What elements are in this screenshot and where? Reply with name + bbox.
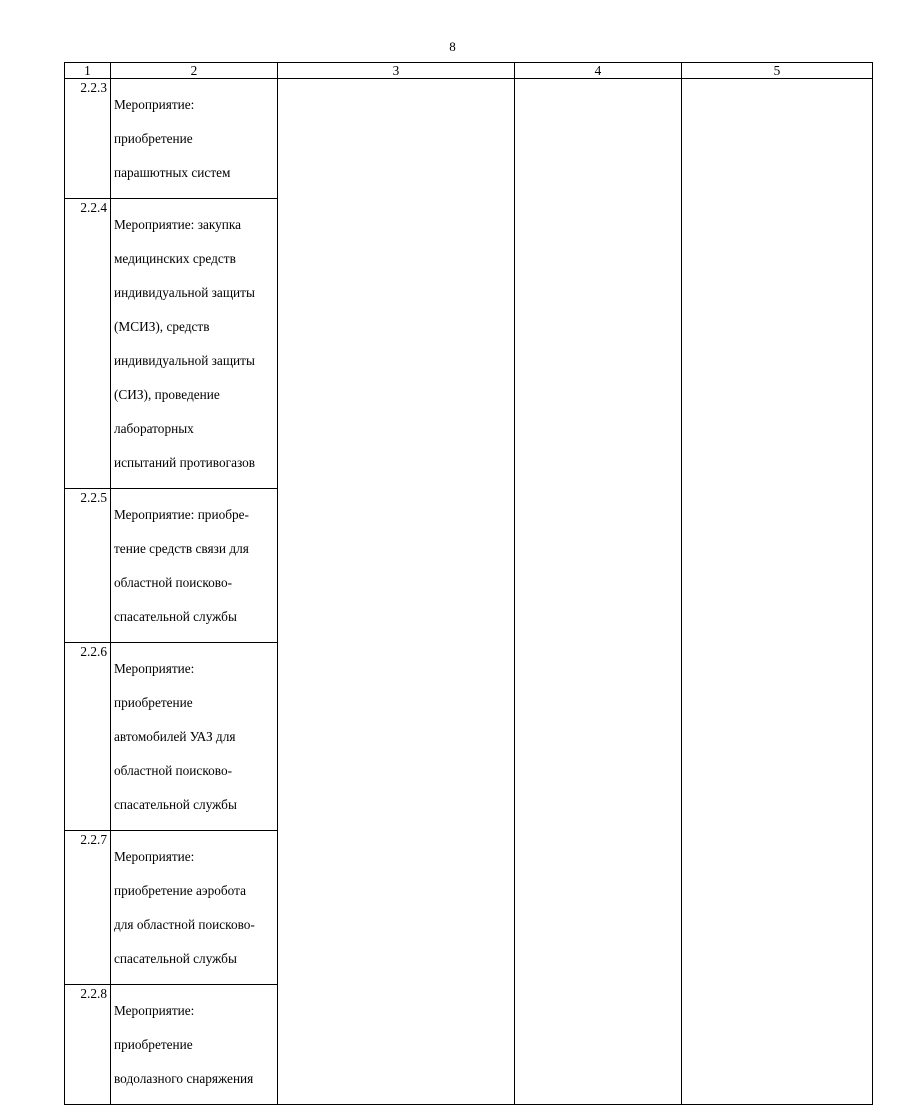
page-number: 8 xyxy=(449,39,456,54)
description-line: Мероприятие: xyxy=(114,1003,195,1018)
row-description xyxy=(111,199,278,489)
row-description xyxy=(111,831,278,985)
header-col-3: 3 xyxy=(278,63,515,79)
description-line: для областной поисково- xyxy=(114,917,255,932)
description-line: испытаний противогазов xyxy=(114,455,256,470)
description-line: Мероприятие: xyxy=(114,97,195,112)
header-col-2: 2 xyxy=(111,63,278,79)
description-line: Мероприятие: xyxy=(114,661,195,676)
description-line: (СИЗ), проведение xyxy=(114,387,220,402)
description-line: медицинских средств xyxy=(114,251,236,266)
description-line: Мероприятие: xyxy=(114,849,195,864)
row-description xyxy=(111,985,278,1105)
header-col-4: 4 xyxy=(515,63,682,79)
document-table xyxy=(64,62,873,1105)
description-line: приобретение xyxy=(114,695,193,710)
description-line: индивидуальной защиты xyxy=(114,353,255,368)
row-number: 2.2.6 xyxy=(65,643,111,831)
description-line: водолазного снаряжения xyxy=(114,1071,254,1086)
column-4-cell xyxy=(515,79,682,1105)
description-line: парашютных систем xyxy=(114,165,231,180)
description-line: Мероприятие: приобре- xyxy=(114,507,249,522)
row-number: 2.2.7 xyxy=(65,831,111,985)
table-header-row xyxy=(65,63,873,79)
description-line: спасательной службы xyxy=(114,951,237,966)
row-description xyxy=(111,643,278,831)
column-5-cell xyxy=(682,79,873,1105)
row-number: 2.2.8 xyxy=(65,985,111,1105)
column-3-cell xyxy=(278,79,515,1105)
description-line: спасательной службы xyxy=(114,609,237,624)
description-line: приобретение аэробота xyxy=(114,883,247,898)
description-line: Мероприятие: закупка xyxy=(114,217,242,232)
description-line: (МСИЗ), средств xyxy=(114,319,210,334)
description-line: лабораторных xyxy=(114,421,194,436)
row-number: 2.2.3 xyxy=(65,79,111,199)
description-line: областной поисково- xyxy=(114,763,233,778)
description-line: автомобилей УАЗ для xyxy=(114,729,236,744)
description-line: областной поисково- xyxy=(114,575,233,590)
description-line: приобретение xyxy=(114,1037,193,1052)
row-number: 2.2.5 xyxy=(65,489,111,643)
description-line: индивидуальной защиты xyxy=(114,285,255,300)
row-description xyxy=(111,489,278,643)
description-line: спасательной службы xyxy=(114,797,237,812)
row-number: 2.2.4 xyxy=(65,199,111,489)
header-col-1: 1 xyxy=(65,63,111,79)
description-line: приобретение xyxy=(114,131,193,146)
description-line: тение средств связи для xyxy=(114,541,249,556)
table-row xyxy=(65,79,873,199)
row-description xyxy=(111,79,278,199)
header-col-5: 5 xyxy=(682,63,873,79)
